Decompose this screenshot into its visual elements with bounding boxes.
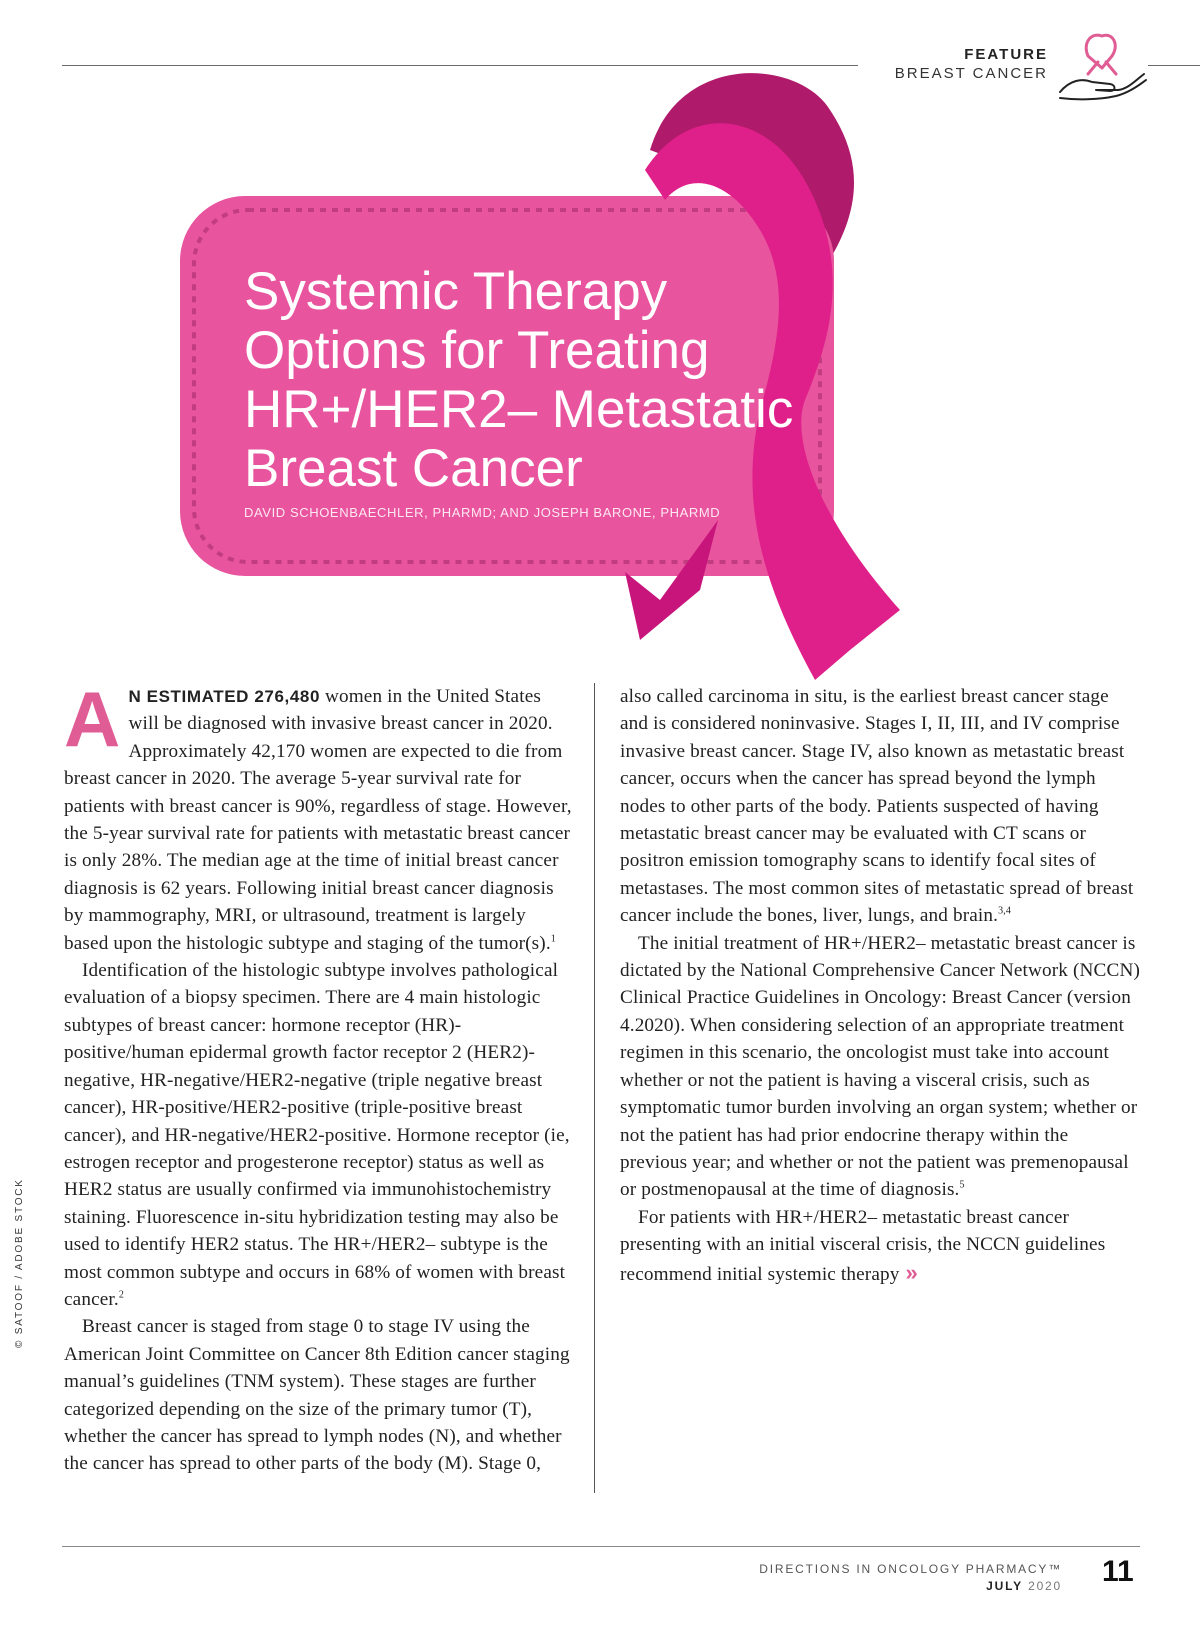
reference-3-4: 3,4 bbox=[998, 905, 1012, 917]
issue-month: JULY bbox=[986, 1579, 1023, 1593]
paragraph-1 bbox=[64, 675, 572, 957]
photo-credit: © SATOOF / ADOBE STOCK bbox=[14, 1178, 25, 1348]
paragraph-4-text: The initial treatment of HR+/HER2– metastatic breast cancer is dictated by the National Comprehensive Cancer Network (NCCN) Clinical Practice Guidelines in Oncology: Breast Cancer (version 4.2020). When considering selection of an appropriate treatment regimen in this scenario, the oncologist must take into account whether or not the patient is having a visceral crisis, such as symptomatic tumor burden involving an organ system; whether or not the patient has had prior endocrine therapy within the previous year; and whether or not the patient was premenopausal or postmenopausal at the time of diagnosis. bbox=[620, 932, 1140, 1201]
continued-icon: » bbox=[905, 1259, 918, 1285]
paragraph-3-text: Breast cancer is staged from stage 0 to stage IV using the American Joint Committee on Cancer 8th Edition cancer staging manual’s guidelines (TNM system). These stages are further categorized depending on the size of the primary tumor (T), whether the cancer has spread to lymph nodes (N), and whether the cancer has spread to other parts of the body (M). Stage 0, bbox=[64, 1316, 570, 1475]
paragraph-3-continued bbox=[620, 683, 1140, 930]
page-number: 11 bbox=[1102, 1555, 1134, 1588]
paragraph-3 bbox=[64, 1313, 572, 1477]
paragraph-2-text: Identification of the histologic subtype involves pathological evaluation of a biopsy specimen. There are 4 main histologic subtypes of breast cancer: hormone receptor (HR)-positive/human epidermal growth factor receptor 2 (HER2)-negative, HR-negative/HER2-negative (triple negative breast cancer), HR-positive/HER2-positive (triple-positive breast cancer), and HR-negative/HER2-positive. Hormone receptor (ie, estrogen receptor and progesterone receptor) status as well as HER2 status are usually confirmed via immunohistochemistry staining. Fluorescence in-situ hybridization testing may also be used to identify HER2 status. The HR+/HER2– subtype is the most common subtype and occurs in 68% of women with breast cancer. bbox=[64, 960, 570, 1310]
reference-2: 2 bbox=[118, 1289, 124, 1301]
article-title: Systemic Therapy Options for Treating HR+/HER2– Metastatic Breast Cancer bbox=[244, 262, 794, 498]
footer-info bbox=[759, 1562, 1062, 1593]
paragraph-3-text-continued: also called carcinoma in situ, is the earliest breast cancer stage and is considered noninvasive. Stages I, II, III, and IV comprise invasive breast cancer. Stage IV, also known as metastatic breast cancer, occurs when the cancer has spread beyond the lymph nodes to other parts of the body. Patients suspected of having metastatic breast cancer may be evaluated with CT scans or positron emission tomography scans to identify focal sites of metastases. The most common sites of metastatic spread of breast cancer include the bones, liver, lungs, and brain. bbox=[620, 686, 1134, 927]
footer-rule bbox=[62, 1546, 1140, 1547]
reference-1: 1 bbox=[550, 933, 556, 945]
article-byline: DAVID SCHOENBAECHLER, PHARMD; AND JOSEPH BARONE, PHARMD bbox=[244, 505, 721, 520]
issue-date bbox=[759, 1579, 1062, 1593]
reference-5: 5 bbox=[959, 1179, 965, 1191]
drop-cap: A bbox=[64, 675, 121, 763]
paragraph-5 bbox=[620, 1204, 1140, 1288]
section-label: FEATURE bbox=[964, 46, 1048, 63]
paragraph-4 bbox=[620, 930, 1140, 1204]
publication-name: DIRECTIONS IN ONCOLOGY PHARMACY™ bbox=[759, 1562, 1062, 1576]
issue-year: 2020 bbox=[1028, 1579, 1062, 1593]
paragraph-2 bbox=[64, 957, 572, 1313]
paragraph-1-text: women in the United States will be diagnosed with invasive breast cancer in 2020. Approximately 42,170 women are expected to die from breast cancer in 2020. The average 5-year survival rate for patients with breast cancer is 90%, regardless of stage. However, the 5-year survival rate for patients with metastatic breast cancer is only 28%. The median age at the time of initial breast cancer diagnosis is 62 years. Following initial breast cancer diagnosis by mammography, MRI, or ultrasound, treatment is largely based upon the histologic subtype and staging of the tumor(s). bbox=[64, 686, 572, 954]
paragraph-5-text: For patients with HR+/HER2– metastatic breast cancer presenting with an initial visceral crisis, the NCCN guidelines recommend initial systemic therapy bbox=[620, 1206, 1106, 1285]
section-sub: BREAST CANCER bbox=[894, 65, 1048, 82]
column-divider bbox=[594, 683, 595, 1493]
article-column-left bbox=[64, 675, 572, 1478]
lead-in: N ESTIMATED 276,480 bbox=[128, 687, 321, 706]
article-column-right bbox=[620, 683, 1140, 1288]
